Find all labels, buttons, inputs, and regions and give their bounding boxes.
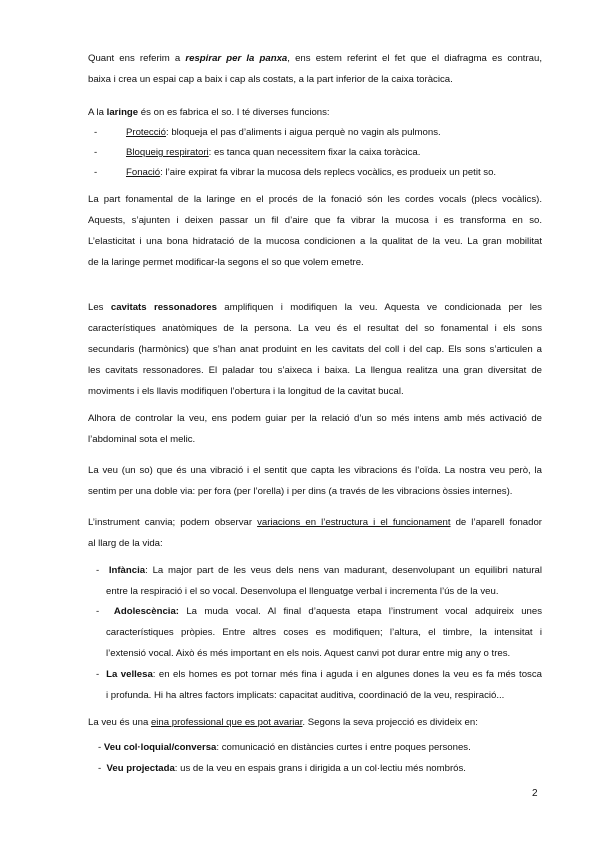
list-item-stage-adolescence-cont: l’extensió vocal. Això és més important en els nois. Aquest canvi pot durar entre mig any o tres. bbox=[106, 648, 511, 659]
paragraph-larynx-intro: A la laringe és on es fabrica el so. I té diverses funcions: bbox=[88, 107, 330, 118]
paragraph-vocal-cords-line: La part fonamental de la laringe en el procés de la fonació són les cordes vocals (plecs vocàlics). bbox=[88, 194, 542, 205]
list-item-stage-old-age: - La vellesa: en els homes es pot tornar més fina i aguda i en algunes dones la veu es fa més tosca bbox=[96, 669, 542, 680]
paragraph-resonators-line: característiques anatòmiques de la persona. La veu és el resultat del so fonamental i els sons bbox=[88, 323, 542, 334]
list-item-stage-adolescence-cont: característiques pròpies. Entre altres coses es modifiquen; l’altura, el timbre, la intensitat i bbox=[106, 627, 542, 638]
paragraph-instrument-line: L’instrument canvia; podem observar variacions en l’estructura i el funcionament de l’aparell fonador bbox=[88, 517, 542, 528]
paragraph-professional-tool: La veu és una eina professional que es pot avariar. Segons la seva projecció es divideix en: bbox=[88, 717, 478, 728]
list-item-function: - Fonació: l’aire expirat fa vibrar la mucosa dels replecs vocàlics, es produeix un petit so. bbox=[94, 167, 497, 178]
paragraph-instrument-line: al llarg de la vida: bbox=[88, 538, 163, 549]
list-item-voice-type: - Veu col·loquial/conversa: comunicació en distàncies curtes i entre poques persones. bbox=[98, 742, 471, 753]
paragraph-hearing-line: La veu (un so) que és una vibració i el sentit que capta les vibracions és l’oïda. La nostra veu però, la bbox=[88, 465, 542, 476]
paragraph-breathing-line-2: baixa i crea un espai cap a baix i cap als costats, a la part inferior de la caixa toràcica. bbox=[88, 74, 453, 85]
paragraph-hearing-line: sentim per una doble via: per fora (per l’orella) i per dins (a través de les vibracions òssies internes). bbox=[88, 486, 513, 497]
paragraph-resonators-line: secundaris (harmònics) que s’han anat produint en les cavitats del coll i del cap. Els sons s’articulen a bbox=[88, 344, 542, 355]
page-number: 2 bbox=[532, 788, 538, 799]
paragraph-resonators-line: Les cavitats ressonadores amplifiquen i modifiquen la veu. Aquesta ve condicionada per les bbox=[88, 302, 542, 313]
paragraph-control-line: Alhora de controlar la veu, ens podem guiar per la relació d’un so més intens amb més activació de bbox=[88, 413, 542, 424]
paragraph-vocal-cords-line: Aquests, s’ajunten i deixen passar un fil d’aire que fa vibrar la mucosa i es transforma en so. bbox=[88, 215, 542, 226]
list-item-function: - Protecció: bloqueja el pas d’aliments i aigua perquè no vagin als pulmons. bbox=[94, 127, 441, 138]
paragraph-vocal-cords-line: L’elasticitat i una bona hidratació de la mucosa condicionen a la qualitat de la veu. La gran mobilitat bbox=[88, 236, 542, 247]
list-item-stage-childhood: - Infància: La major part de les veus dels nens van madurant, desenvolupant un equilibri natural bbox=[96, 565, 542, 576]
paragraph-control-line: l’abdominal sota el melic. bbox=[88, 434, 196, 445]
list-item-voice-type: - Veu projectada: us de la veu en espais grans i dirigida a un col·lectiu més nombrós. bbox=[98, 763, 466, 774]
list-item-stage-childhood-cont: entre la respiració i el so vocal. Desenvolupa el llenguatge verbal i incrementa l’ús de la veu. bbox=[106, 586, 499, 597]
list-item-stage-adolescence: - Adolescència: La muda vocal. Al final d’aquesta etapa l’instrument vocal adquireix unes bbox=[96, 606, 542, 617]
list-item-stage-old-age-cont: i profunda. Hi ha altres factors implicats: capacitat auditiva, coordinació de la veu, respiració... bbox=[106, 690, 505, 701]
paragraph-vocal-cords-line: de la laringe permet modificar-la segons el so que volem emetre. bbox=[88, 257, 364, 268]
list-item-function: - Bloqueig respiratori: es tanca quan necessitem fixar la caixa toràcica. bbox=[94, 147, 421, 158]
paragraph-resonators-line: les cavitats ressonadores. El paladar tou s’aixeca i baixa. La llengua realitza una gran diversitat de bbox=[88, 365, 542, 376]
paragraph-breathing-line-1: Quant ens referim a respirar per la panxa, ens estem referint el fet que el diafragma es contrau, bbox=[88, 53, 542, 64]
paragraph-resonators-line: moviments i els llavis modifiquen l’obertura i la longitud de la cavitat bucal. bbox=[88, 386, 404, 397]
